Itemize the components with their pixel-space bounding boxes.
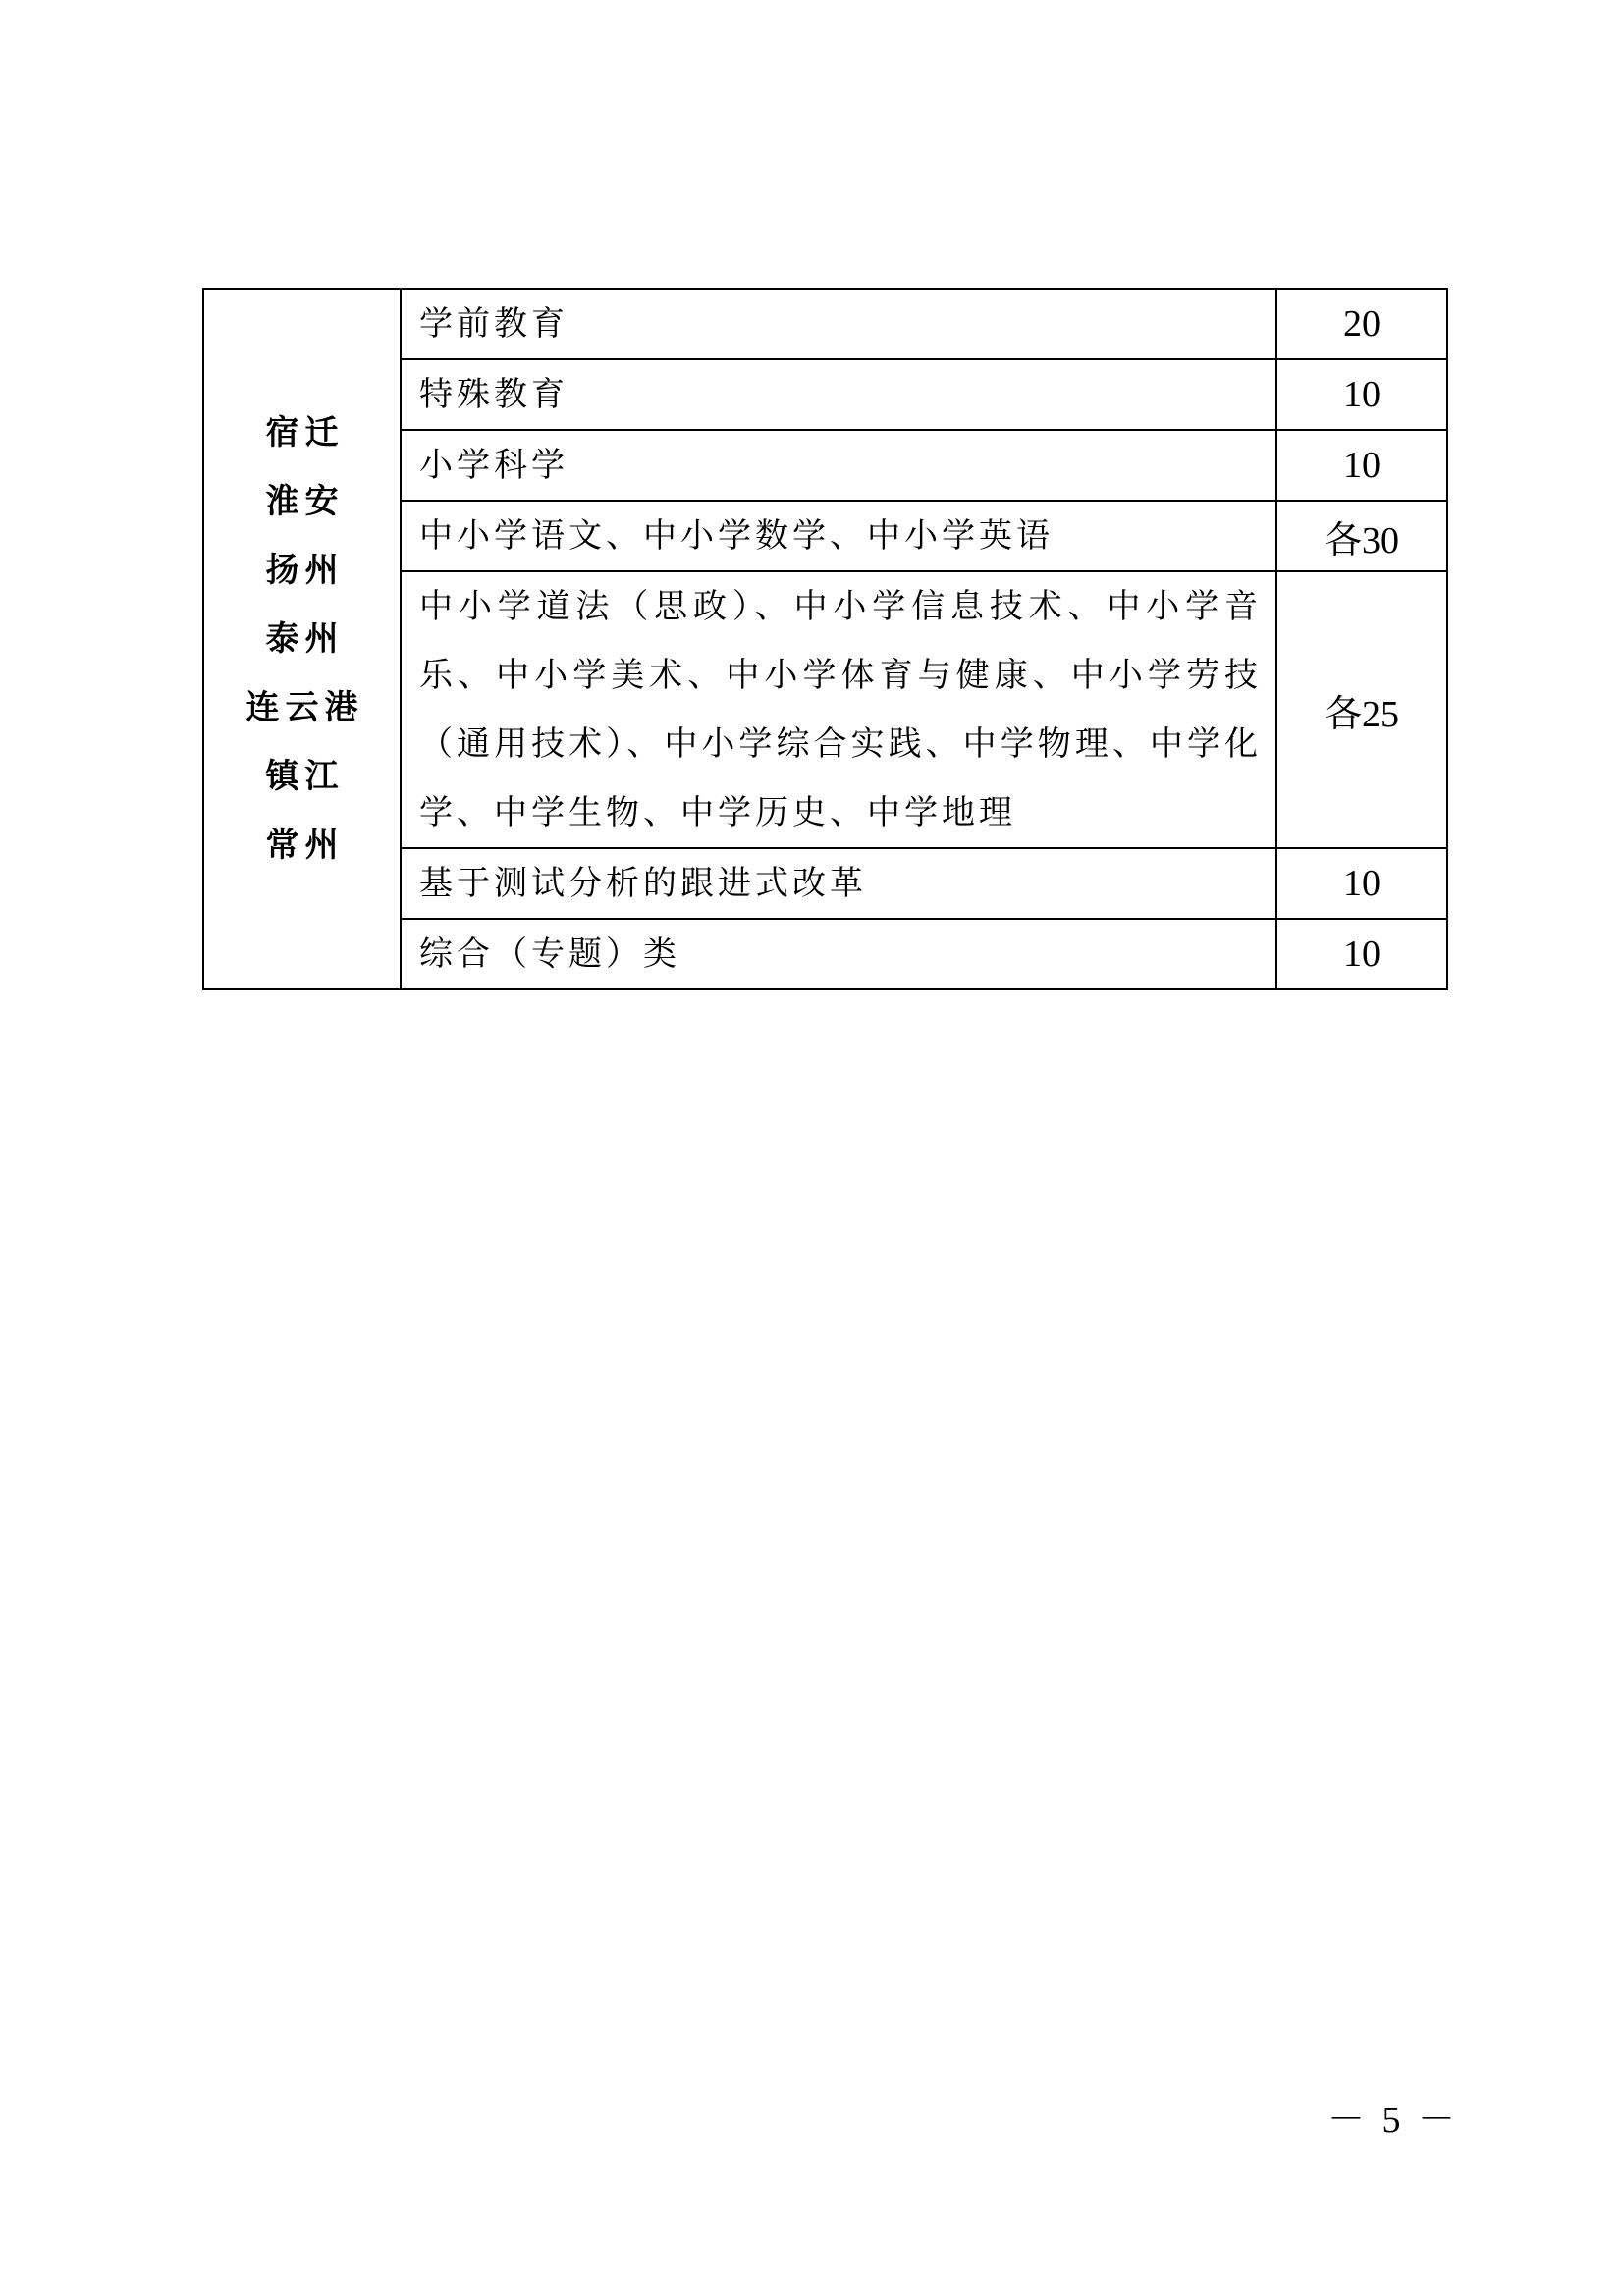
count-cell: 10 xyxy=(1276,430,1447,501)
count-cell: 20 xyxy=(1276,289,1447,359)
region-name: 宿迁 xyxy=(265,412,345,453)
table-row xyxy=(203,289,1447,359)
count-cell: 10 xyxy=(1276,848,1447,919)
count-cell: 各25 xyxy=(1276,571,1447,848)
region-name: 淮安 xyxy=(265,481,345,521)
subject-cell: 特殊教育 xyxy=(401,359,1276,430)
subject-cell: 中小学道法（思政）、中小学信息技术、中小学音乐、中小学美术、中小学体育与健康、中小学劳技（通用技术）、中小学综合实践、中学物理、中学化学、中学生物、中学历史、中学地理 xyxy=(401,571,1276,848)
subject-cell: 小学科学 xyxy=(401,430,1276,501)
region-cell xyxy=(203,289,401,989)
region-name: 扬州 xyxy=(265,550,345,590)
subject-cell: 综合（专题）类 xyxy=(401,919,1276,989)
region-name: 镇江 xyxy=(265,756,345,796)
region-list xyxy=(204,411,400,868)
region-name: 连云港 xyxy=(245,687,364,727)
subject-cell: 基于测试分析的跟进式改革 xyxy=(401,848,1276,919)
page-number: － 5 － xyxy=(1327,2100,1460,2141)
subject-cell: 学前教育 xyxy=(401,289,1276,359)
subject-cell: 中小学语文、中小学数学、中小学英语 xyxy=(401,501,1276,571)
count-cell: 10 xyxy=(1276,919,1447,989)
region-name: 泰州 xyxy=(265,618,345,659)
count-cell: 各30 xyxy=(1276,501,1447,571)
region-name: 常州 xyxy=(265,825,345,865)
count-cell: 10 xyxy=(1276,359,1447,430)
quota-table xyxy=(202,288,1448,990)
